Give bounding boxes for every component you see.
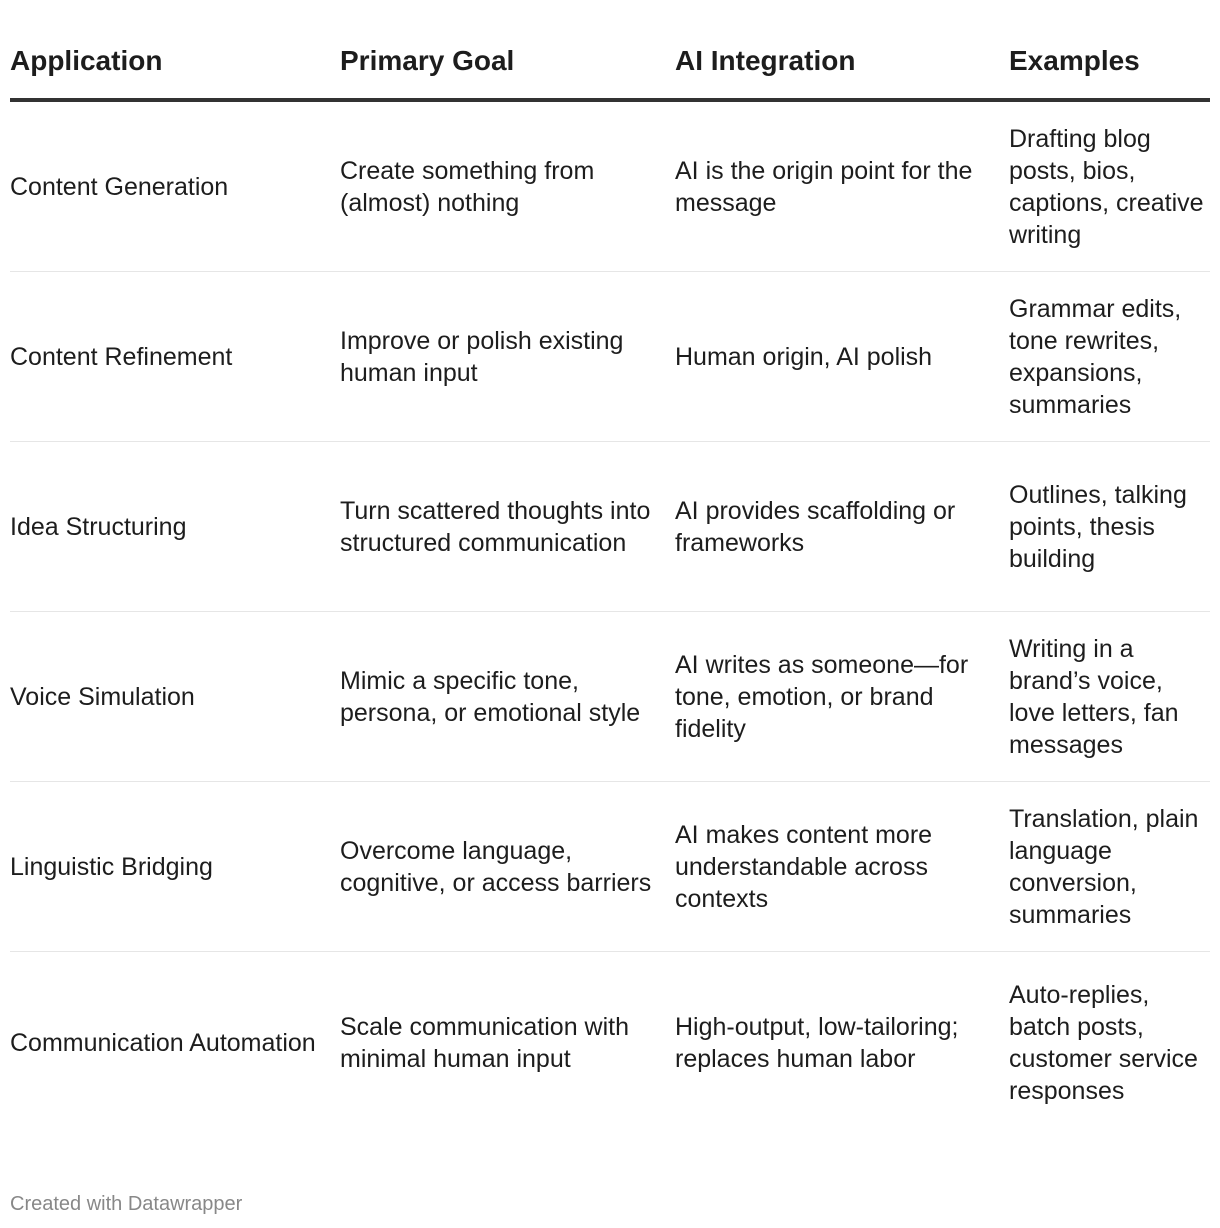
cell-application: Linguistic Bridging — [10, 782, 340, 952]
cell-examples: Grammar edits, tone rewrites, expansions, summaries — [1009, 272, 1210, 442]
cell-examples: Writing in a brand’s voice, love letters, fan messages — [1009, 612, 1210, 782]
cell-ai-integration: AI makes content more understandable across contexts — [675, 782, 1009, 952]
cell-ai-integration: AI writes as someone—for tone, emotion, or brand fidelity — [675, 612, 1009, 782]
cell-examples: Translation, plain language conversion, summaries — [1009, 782, 1210, 952]
cell-ai-integration: High-output, low-tailoring; replaces human labor — [675, 1013, 959, 1073]
cell-ai-integration: Human origin, AI polish — [675, 272, 1009, 442]
table-row — [10, 612, 1210, 782]
cell-ai-integration: AI provides scaffolding or frameworks — [675, 442, 1009, 612]
table-row — [10, 100, 1210, 272]
cell-primary-goal: Overcome language, cognitive, or access barriers — [340, 782, 675, 952]
column-header-primary-goal: Primary Goal — [340, 24, 675, 100]
data-table — [10, 24, 1210, 1134]
table-row — [10, 272, 1210, 442]
column-header-ai-integration: AI Integration — [675, 24, 1009, 100]
table-row — [10, 952, 1210, 1135]
cell-application: Communication Automation — [10, 1029, 316, 1057]
cell-application: Voice Simulation — [10, 612, 340, 782]
cell-application: Content Refinement — [10, 272, 340, 442]
cell-application: Idea Structuring — [10, 442, 340, 612]
data-table-container — [10, 24, 1210, 1134]
column-header-examples: Examples — [1009, 24, 1210, 100]
cell-primary-goal: Mimic a specific tone, persona, or emotional style — [340, 612, 675, 782]
cell-primary-goal: Turn scattered thoughts into structured communication — [340, 442, 675, 612]
table-row — [10, 782, 1210, 952]
cell-examples: Outlines, talking points, thesis building — [1009, 442, 1210, 612]
cell-primary-goal: Improve or polish existing human input — [340, 272, 675, 442]
cell-primary-goal: Scale communication with minimal human input — [340, 1013, 630, 1073]
cell-ai-integration: AI is the origin point for the message — [675, 100, 1009, 272]
cell-examples: Auto-replies, batch posts, customer service responses — [1009, 981, 1198, 1105]
datawrapper-credit[interactable]: Created with Datawrapper — [10, 1193, 243, 1215]
table-header-row — [10, 24, 1210, 100]
cell-primary-goal: Create something from (almost) nothing — [340, 100, 675, 272]
table-row — [10, 442, 1210, 612]
cell-application: Content Generation — [10, 100, 340, 272]
cell-examples: Drafting blog posts, bios, captions, creative writing — [1009, 100, 1210, 272]
column-header-application: Application — [10, 24, 340, 100]
